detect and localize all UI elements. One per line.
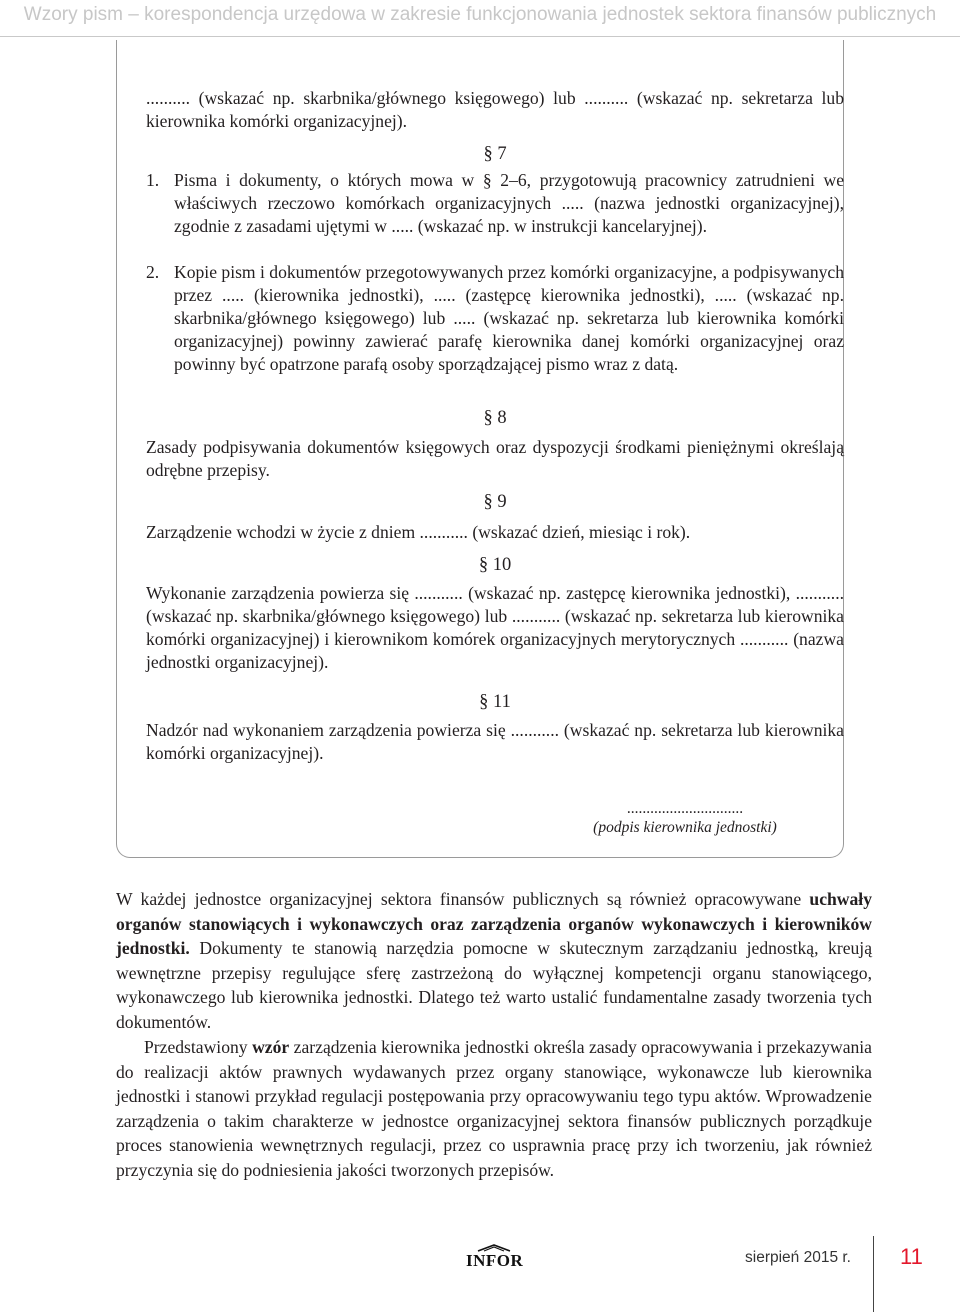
section-9-text: Zarządzenie wchodzi w życie z dniem ........... (wskazać dzień, miesiąc i rok). [146, 522, 691, 542]
body-paragraph-2 [116, 1035, 872, 1183]
item-text: Pisma i dokumenty, o których mowa w § 2–6, przygotowują pracownicy zatrudnieni we właściwych rzeczowo komórkach organizacyjnych ..... (nazwa jednostki organizacyjnej), zgodnie z zasadami ujętymi w ..... (wskazać np. w instrukcji kancelaryjnej). [174, 170, 844, 236]
p1-text-b: Dokumenty te stanowią narzędzia pomocne w skutecznym zarządzaniu jednostką, kreują wewnętrzne przepisy regulujące sferę zastrzeżoną do wyłącznej kompetencji organu stanowiącego, wykonawczego lub kierownika jednostki. Dlatego też warto ustalić fundamentalne zasady tworzenia tych dokumentów. [116, 938, 872, 1032]
section-10-text: Wykonanie zarządzenia powierza się ........... (wskazać np. zastępcę kierownika jednostki), ........... (wskazać np. skarbnika/głównego księgowego) lub ........... (wskazać np. sekretarza lub kierownika komórki organizacyjnej) i kierownikom komórek organizacyjnych merytorycznych ........... (nazwa jednostki organizacyjnej). [146, 583, 844, 672]
section-7-item-2 [146, 261, 844, 376]
footer-divider [873, 1236, 874, 1312]
logo-text: INFOR [466, 1251, 524, 1270]
infor-logo [466, 1244, 522, 1270]
section-8-text: Zasady podpisywania dokumentów księgowych oraz dyspozycji środkami pieniężnymi określają odrębne przepisy. [146, 437, 844, 480]
section-7-item-1 [146, 169, 844, 238]
p1-text-a: W każdej jednostce organizacyjnej sektora finansów publicznych są również opracowywane [116, 889, 810, 909]
intro-line: .......... (wskazać np. skarbnika/głównego księgowego) lub .......... (wskazać np. sekretarza lub kierownika komórki organizacyjnej). [146, 88, 844, 131]
running-header: Wzory pism – korespondencja urzędowa w zakresie funkcjonowania jednostek sektora finansów publicznych [23, 4, 937, 25]
p2-text-b: zarządzenia kierownika jednostki określa zasady opracowywania i przekazywania do realizacji aktów prawnych wydawanych przez organy stanowiące, wykonawcze lub kierownika jednostki i stanowi przykład regulacji postępowania przy opracowywaniu tego typu aktów. Wprowadzenie zarządzenia o takim charakterze w jednostce organizacyjnej sektora finansów publicznych porządkuje proces stanowienia wewnętrznych regulacji, przez co usprawnia pracę przy ich tworzeniu, jak również przyczynia się do podniesienia jakości tworzonych przepisów. [116, 1037, 872, 1180]
signature-label: (podpis kierownika jednostki) [593, 819, 777, 836]
section-9-heading: § 9 [483, 492, 507, 512]
header-rule [0, 36, 960, 37]
item-number: 2. [146, 262, 160, 282]
item-number: 1. [146, 170, 160, 190]
page-number: 11 [900, 1244, 923, 1269]
p1-bold: uchwały organów stanowiących i wykonawczych oraz zarządzenia organów wykonawczych i kierowników jednostki. [116, 889, 872, 959]
item-text: Kopie pism i dokumentów przegotowywanych przez komórki organizacyjne, a podpisywanych przez ..... (kierownika jednostki), ..... (zastępcę kierownika jednostki), ..... (wskazać np. skarbnika/głównego księgowego) lub ..... (wskazać np. sekretarza lub kierownika komórki organizacyjnej) powinny zawierać parafę kierownika danej komórki organizacyjnej oraz powinny być opatrzone parafą osoby sporządzającej pismo wraz z datą. [174, 262, 845, 374]
issue-date: sierpień 2015 r. [745, 1249, 851, 1266]
section-11-text: Nadzór nad wykonaniem zarządzenia powierza się ........... (wskazać np. sekretarza lub kierownika komórki organizacyjnej). [146, 720, 844, 763]
signature-dots: .............................. [626, 800, 744, 817]
section-7-heading: § 7 [483, 144, 507, 164]
p2-bold: wzór [252, 1037, 290, 1057]
section-11-heading: § 11 [479, 692, 511, 712]
body-paragraph-1 [116, 887, 872, 1035]
section-8-heading: § 8 [483, 408, 507, 428]
section-10-heading: § 10 [478, 555, 512, 575]
p2-text-a: Przedstawiony [144, 1037, 253, 1057]
